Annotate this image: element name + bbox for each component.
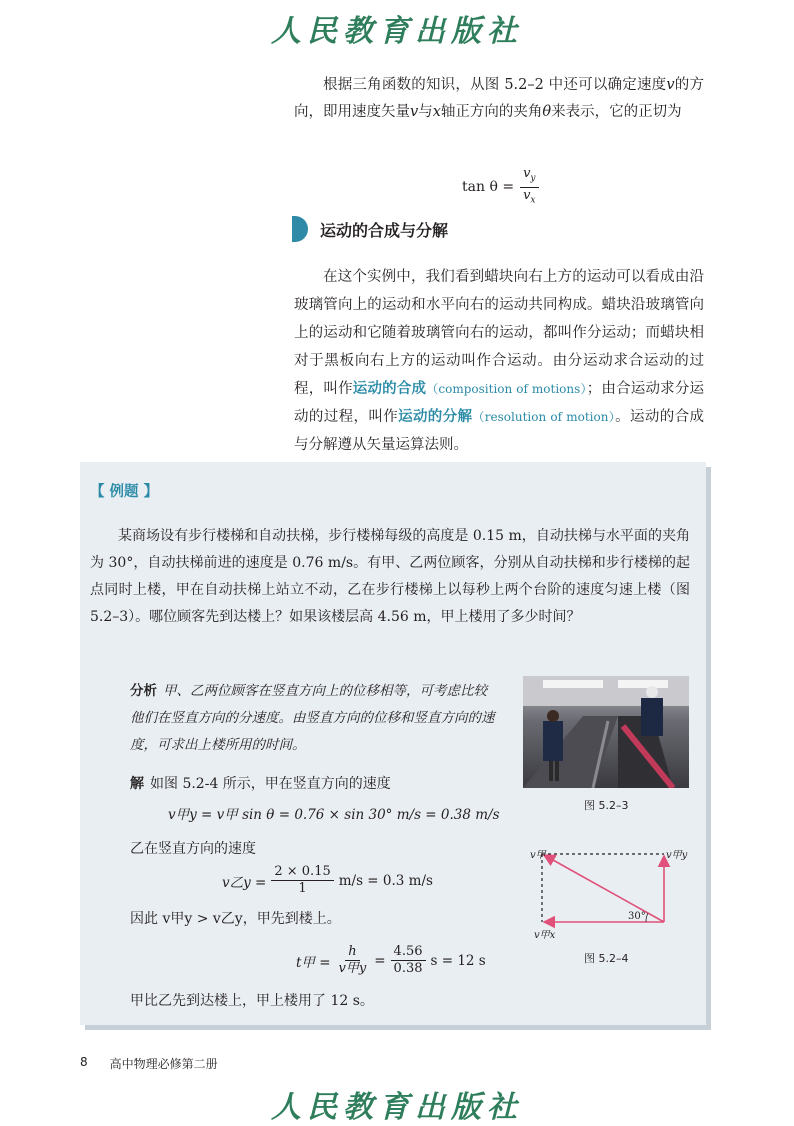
equation-time: t甲 = $\frac{h}{\text{v甲y}}$ = $\frac{4.56}{0.38}$ s = 12 s <box>296 944 486 976</box>
figure-caption-5-2-3: 图 5.2–3 <box>584 799 629 812</box>
diagram-label-v: v甲 <box>530 850 546 861</box>
diagram-label-vx: v甲x <box>534 930 556 941</box>
tangent-formula: tan θ = $\frac{v_y}{v_x}$ <box>462 166 539 208</box>
figure-caption-5-2-4: 图 5.2–4 <box>584 952 629 965</box>
diagram-label-vy: v甲y <box>666 850 688 861</box>
comparison-conclusion: 因此 v甲y > v乙y，甲先到楼上。 <box>130 911 341 927</box>
book-title: 高中物理必修第二册 <box>109 1057 218 1071</box>
equation-jia-vertical: v甲y = v甲 sin θ = 0.76 × sin 30° m/s = 0.38 m/s <box>168 807 500 823</box>
example-problem: 某商场设有步行楼梯和自动扶梯，步行楼梯每级的高度是 0.15 m，自动扶梯与水平面的夹角为 30°，自动扶梯前进的速度是 0.76 m/s。有甲、乙两位顾客，分别从自动扶梯和步行楼梯的起点同时上楼，甲在自动扶梯上站立不动，乙在步行楼梯上以每秒上两个台阶的速度匀速上楼（图 5.2–3）。哪位顾客先到达楼上？如果该楼层高 4.56 m，甲上楼用了多少时间？ <box>90 528 690 625</box>
section-marker-icon <box>292 216 308 242</box>
escalator-photo <box>523 676 689 788</box>
solution-intro: 解 如图 5.2-4 所示，甲在竖直方向的速度 <box>130 776 391 792</box>
example-title: 【 例题 】 <box>90 484 159 500</box>
page-number: 8 <box>80 1055 88 1069</box>
body-paragraph: 在这个实例中，我们看到蜡块向右上方的运动可以看成由沿玻璃管向上的运动和水平向右的运动共同构成。蜡块沿玻璃管向上的运动和它随着玻璃管向右的运动，都叫作分运动；而蜡块相对于黑板向右上方的运动叫作合运动。由分运动求合运动的过程，叫作运动的合成（composition of motions）；由合运动求分运动的过程，叫作运动的分解（resolution of motion）。运动的合成与分解遵从矢量运算法则。 <box>294 269 705 453</box>
section-heading: 运动的合成与分解 <box>292 216 448 242</box>
diagram-angle-label: 30° <box>628 911 646 922</box>
intro-paragraph: 根据三角函数的知识，从图 5.2–2 中还可以确定速度v的方向，即用速度矢量v与x轴正方向的夹角θ来表示，它的正切为 <box>294 77 704 120</box>
page-footer <box>80 1055 218 1072</box>
equation-yi-vertical: v乙y = $\frac{2 \times 0.15}{1}$ m/s = 0.3 m/s <box>222 864 433 896</box>
analysis-paragraph: 分析 甲、乙两位顾客在竖直方向上的位移相等，可考虑比较他们在竖直方向的分速度。由竖直方向的位移和竖直方向的速度，可求出上楼所用的时间。 <box>130 683 495 753</box>
yi-vertical-text: 乙在竖直方向的速度 <box>130 841 256 857</box>
velocity-diagram <box>524 838 694 942</box>
final-answer: 甲比乙先到达楼上，甲上楼用了 12 s。 <box>130 993 374 1009</box>
publisher-logo-top: 人民教育出版社 <box>271 14 523 49</box>
publisher-logo-bottom: 人民教育出版社 <box>271 1090 523 1125</box>
